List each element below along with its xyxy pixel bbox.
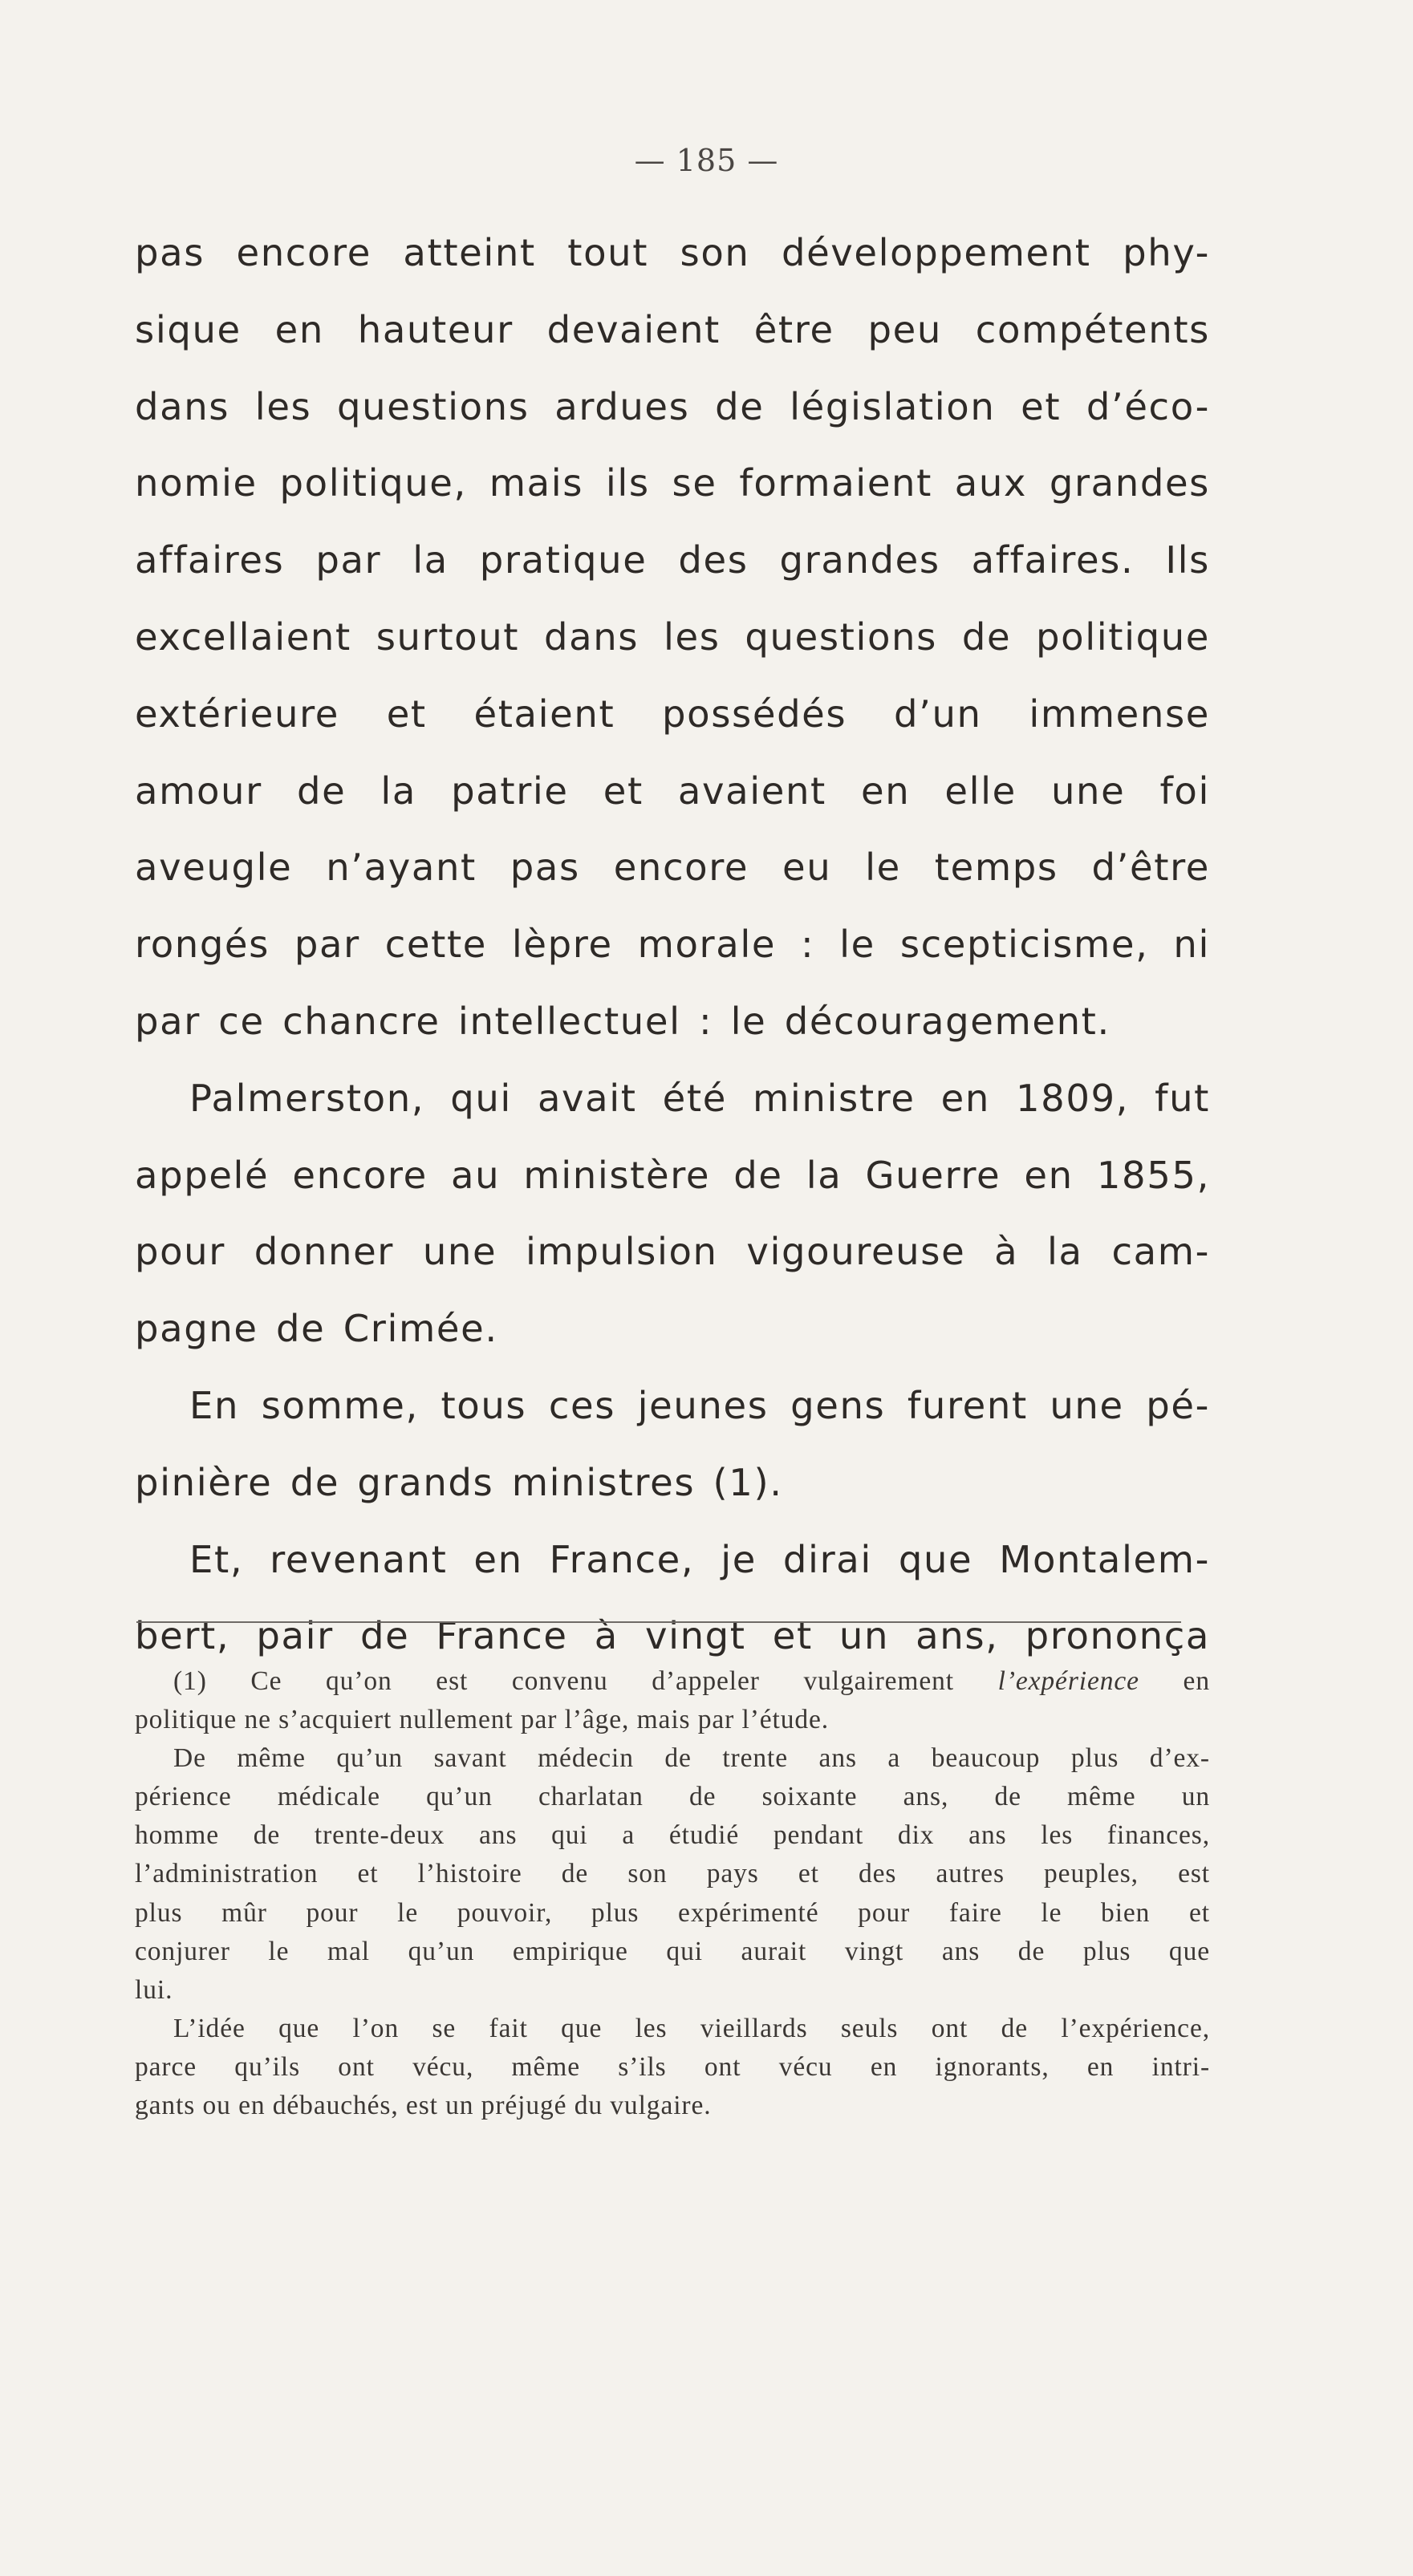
footnote-line: plus mûr pour le pouvoir, plus expérimenté pour faire le bien et	[135, 1897, 1210, 1928]
text-line: affaires par la pratique des grandes affaires. Ils	[135, 538, 1210, 582]
footnote-line: De même qu’un savant médecin de trente ans a beaucoup plus d’ex-	[173, 1743, 1210, 1774]
text-line: sique en hauteur devaient être peu compétents	[135, 307, 1210, 351]
footnote-text: (1) Ce qu’on est convenu d’appeler vulgairement	[173, 1666, 998, 1696]
footnote-line: politique ne s’acquiert nullement par l’âge, mais par l’étude.	[135, 1705, 830, 1735]
footnote	[135, 1662, 1210, 2125]
text-line: pour donner une impulsion vigoureuse à la cam-	[135, 1230, 1210, 1274]
text-line: rongés par cette lèpre morale : le scepticisme, ni	[135, 923, 1210, 967]
footnote-line: conjurer le mal qu’un empirique qui aurait vingt ans de plus que	[135, 1936, 1210, 1966]
paragraph-start-line: Palmerston, qui avait été ministre en 1809, fut	[189, 1076, 1210, 1120]
page-number: — 185 —	[634, 143, 779, 178]
text-line: pas encore atteint tout son développement phy-	[135, 231, 1210, 274]
footnote-line	[135, 1662, 1210, 1701]
footnote-italic-term: l’expérience	[997, 1666, 1139, 1696]
footnote-separator	[136, 1621, 1181, 1623]
text-line: aveugle n’ayant pas encore eu le temps d’être	[135, 846, 1210, 890]
main-text	[135, 215, 1210, 1675]
footnote-line: parce qu’ils ont vécu, même s’ils ont vécu en ignorants, en intri-	[135, 2051, 1210, 2082]
text-line: pagne de Crimée.	[135, 1307, 498, 1351]
text-line: appelé encore au ministère de la Guerre en 1855,	[135, 1153, 1210, 1197]
footnote-line: L’idée que l’on se fait que les vieillards seuls ont de l’expérience,	[173, 2013, 1210, 2043]
text-line: nomie politique, mais ils se formaient aux grandes	[135, 461, 1210, 505]
paragraph-start-line: En somme, tous ces jeunes gens furent une pé-	[189, 1383, 1210, 1427]
text-line: par ce chancre intellectuel : le découragement.	[135, 999, 1111, 1043]
text-line: extérieure et étaient possédés d’un immense	[135, 692, 1210, 736]
text-line: dans les questions ardues de législation et d’éco-	[135, 384, 1210, 428]
footnote-line: périence médicale qu’un charlatan de soixante ans, de même un	[135, 1782, 1210, 1812]
text-line: amour de la patrie et avaient en elle une foi	[135, 769, 1210, 813]
footnote-line: lui.	[135, 1974, 173, 2005]
footnote-text: en	[1139, 1666, 1210, 1696]
footnote-line: l’administration et l’histoire de son pays et des autres peuples, est	[135, 1859, 1210, 1889]
text-line: pinière de grands ministres (1).	[135, 1460, 783, 1504]
footnote-line: homme de trente-deux ans qui a étudié pendant dix ans les finances,	[135, 1820, 1210, 1851]
text-line: excellaient surtout dans les questions de politique	[135, 615, 1210, 659]
paragraph-start-line: Et, revenant en France, je dirai que Montalem-	[189, 1537, 1210, 1581]
footnote-line: gants ou en débauchés, est un préjugé du vulgaire.	[135, 2091, 712, 2121]
text-line: bert, pair de France à vingt et un ans, prononça	[135, 1614, 1210, 1658]
